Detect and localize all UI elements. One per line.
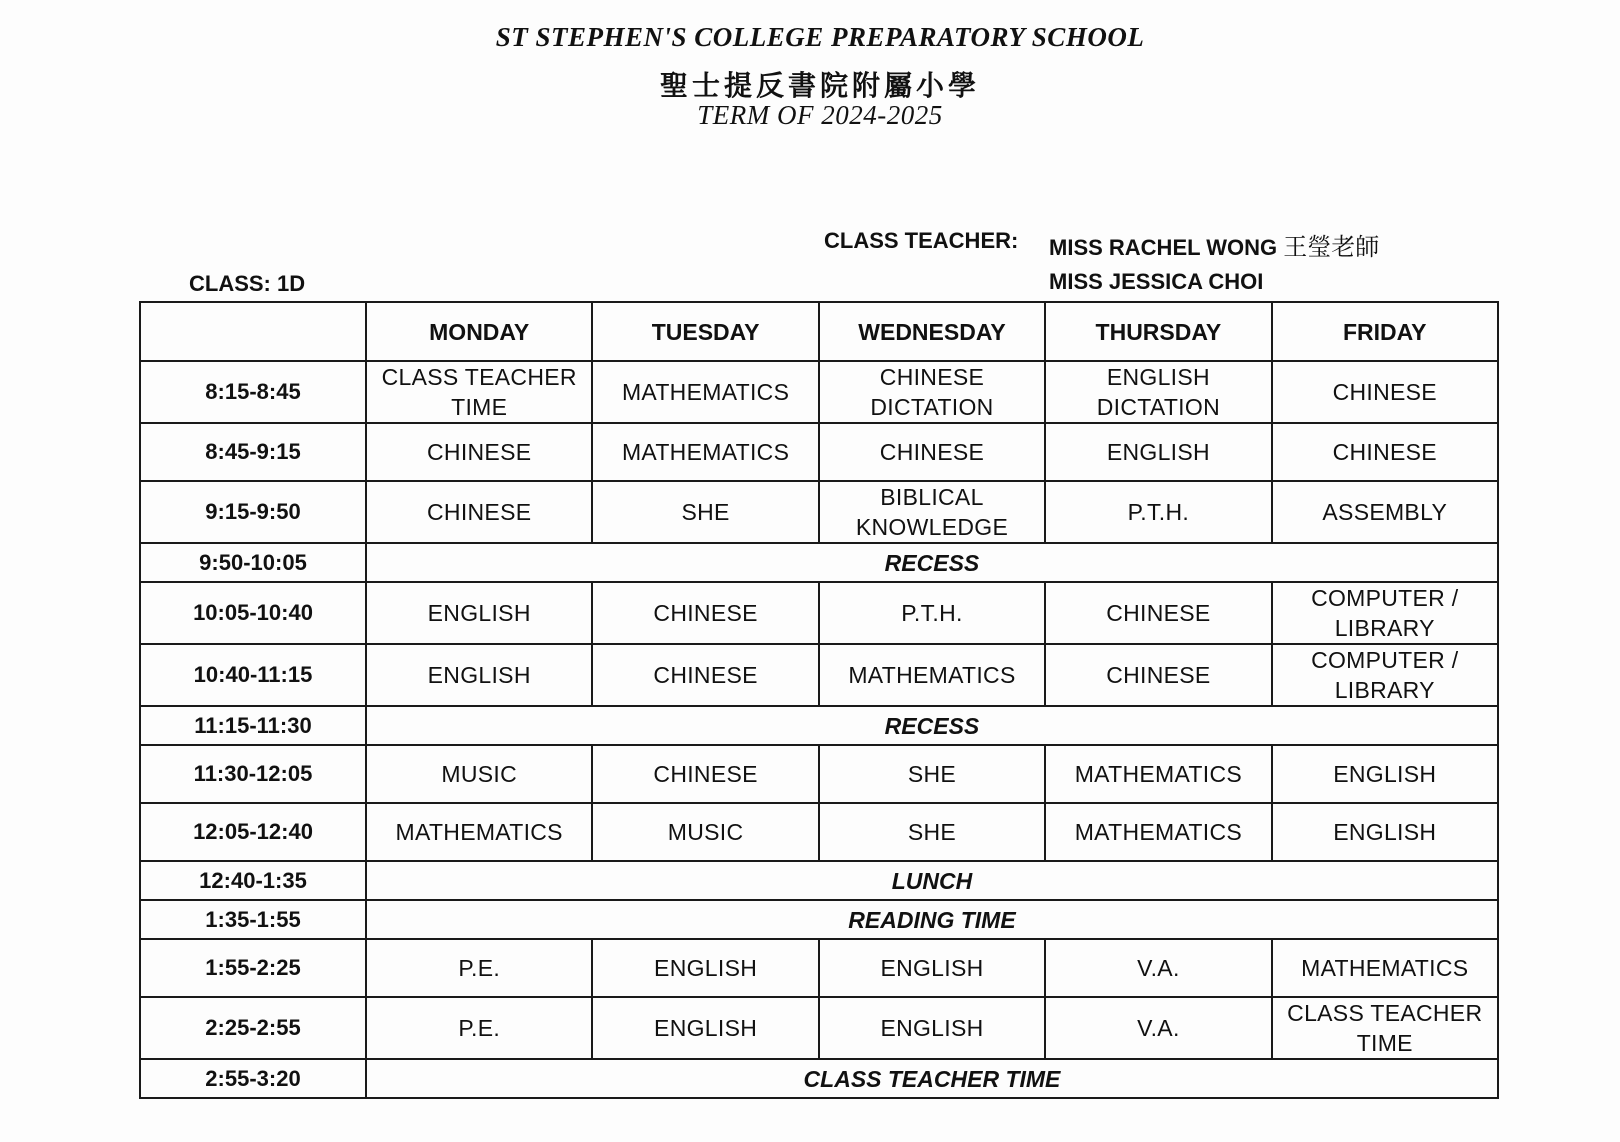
term-title: TERM OF 2024-2025 xyxy=(697,100,943,130)
class-teacher-1-name: MISS RACHEL WONG xyxy=(1049,235,1278,260)
lesson-cell: CHINESE xyxy=(366,481,592,543)
lesson-cell: ENGLISH xyxy=(819,939,1045,997)
class-teacher-1 xyxy=(1049,227,1379,262)
lesson-cell: ENGLISH xyxy=(819,997,1045,1059)
timetable-row xyxy=(140,745,1498,803)
lesson-cell: MATHEMATICS xyxy=(366,803,592,861)
lesson-cell: ENGLISH xyxy=(592,997,818,1059)
lesson-cell: P.T.H. xyxy=(1045,481,1271,543)
lesson-cell: BIBLICAL KNOWLEDGE xyxy=(819,481,1045,543)
lesson-cell: MATHEMATICS xyxy=(592,423,818,481)
lesson-cell: SHE xyxy=(819,745,1045,803)
lesson-cell: MUSIC xyxy=(366,745,592,803)
lesson-cell: CHINESE xyxy=(592,644,818,706)
lesson-cell: ENGLISH xyxy=(592,939,818,997)
lesson-cell: P.E. xyxy=(366,939,592,997)
timetable xyxy=(139,301,1499,1099)
lesson-cell: ENGLISH xyxy=(1045,423,1271,481)
timetable-row xyxy=(140,423,1498,481)
time-slot: 11:30-12:05 xyxy=(140,745,366,803)
lesson-cell: ASSEMBLY xyxy=(1272,481,1498,543)
school-name: ST STEPHEN'S COLLEGE PREPARATORY SCHOOL xyxy=(495,22,1145,52)
lesson-cell: P.E. xyxy=(366,997,592,1059)
lesson-cell: MATHEMATICS xyxy=(819,644,1045,706)
lesson-cell: V.A. xyxy=(1045,939,1271,997)
time-slot: 9:15-9:50 xyxy=(140,481,366,543)
lesson-cell: COMPUTER / LIBRARY xyxy=(1272,644,1498,706)
lesson-cell: CHINESE xyxy=(1045,582,1271,644)
day-header-thursday: THURSDAY xyxy=(1045,302,1271,361)
break-label: READING TIME xyxy=(366,900,1498,939)
class-teacher-label: CLASS TEACHER: xyxy=(824,228,1019,253)
break-row xyxy=(140,543,1498,582)
lesson-cell: CHINESE xyxy=(819,423,1045,481)
time-slot: 12:40-1:35 xyxy=(140,861,366,900)
timetable-row xyxy=(140,997,1498,1059)
lesson-cell: CHINESE DICTATION xyxy=(819,361,1045,423)
break-row xyxy=(140,861,1498,900)
break-row xyxy=(140,900,1498,939)
lesson-cell: MUSIC xyxy=(592,803,818,861)
lesson-cell: CHINESE xyxy=(366,423,592,481)
time-slot: 1:35-1:55 xyxy=(140,900,366,939)
lesson-cell: ENGLISH xyxy=(366,644,592,706)
break-label: LUNCH xyxy=(366,861,1498,900)
class-teacher-2: MISS JESSICA CHOI xyxy=(1049,269,1264,294)
break-label: RECESS xyxy=(366,543,1498,582)
lesson-cell: ENGLISH xyxy=(366,582,592,644)
lesson-cell: ENGLISH xyxy=(1272,745,1498,803)
lesson-cell: CHINESE xyxy=(1272,361,1498,423)
lesson-cell: CLASS TEACHER TIME xyxy=(366,361,592,423)
lesson-cell: CHINESE xyxy=(1045,644,1271,706)
lesson-cell: MATHEMATICS xyxy=(1045,803,1271,861)
day-header-tuesday: TUESDAY xyxy=(592,302,818,361)
corner-cell xyxy=(140,302,366,361)
time-slot: 10:05-10:40 xyxy=(140,582,366,644)
time-slot: 10:40-11:15 xyxy=(140,644,366,706)
time-slot: 12:05-12:40 xyxy=(140,803,366,861)
lesson-cell: CHINESE xyxy=(592,745,818,803)
class-label: CLASS: 1D xyxy=(189,271,306,296)
timetable-row xyxy=(140,582,1498,644)
time-slot: 1:55-2:25 xyxy=(140,939,366,997)
lesson-cell: V.A. xyxy=(1045,997,1271,1059)
break-label: CLASS TEACHER TIME xyxy=(366,1059,1498,1098)
lesson-cell: CLASS TEACHER TIME xyxy=(1272,997,1498,1059)
time-slot: 9:50-10:05 xyxy=(140,543,366,582)
lesson-cell: COMPUTER / LIBRARY xyxy=(1272,582,1498,644)
lesson-cell: P.T.H. xyxy=(819,582,1045,644)
lesson-cell: CHINESE xyxy=(1272,423,1498,481)
class-teacher-1-chinese-name: 王瑩老師 xyxy=(1283,233,1380,261)
day-header-wednesday: WEDNESDAY xyxy=(819,302,1045,361)
school-name-chinese: 聖士提反書院附屬小學 xyxy=(659,69,980,102)
timetable-row xyxy=(140,481,1498,543)
timetable-row xyxy=(140,803,1498,861)
lesson-cell: MATHEMATICS xyxy=(592,361,818,423)
time-slot: 2:25-2:55 xyxy=(140,997,366,1059)
break-row xyxy=(140,1059,1498,1098)
timetable-row xyxy=(140,939,1498,997)
break-label: RECESS xyxy=(366,706,1498,745)
lesson-cell: ENGLISH DICTATION xyxy=(1045,361,1271,423)
lesson-cell: MATHEMATICS xyxy=(1272,939,1498,997)
lesson-cell: SHE xyxy=(819,803,1045,861)
time-slot: 8:15-8:45 xyxy=(140,361,366,423)
timetable-row xyxy=(140,644,1498,706)
lesson-cell: ENGLISH xyxy=(1272,803,1498,861)
lesson-cell: CHINESE xyxy=(592,582,818,644)
day-header-monday: MONDAY xyxy=(366,302,592,361)
time-slot: 8:45-9:15 xyxy=(140,423,366,481)
break-row xyxy=(140,706,1498,745)
time-slot: 11:15-11:30 xyxy=(140,706,366,745)
lesson-cell: MATHEMATICS xyxy=(1045,745,1271,803)
time-slot: 2:55-3:20 xyxy=(140,1059,366,1098)
timetable-row xyxy=(140,361,1498,423)
day-header-row xyxy=(140,302,1498,361)
lesson-cell: SHE xyxy=(592,481,818,543)
day-header-friday: FRIDAY xyxy=(1272,302,1498,361)
